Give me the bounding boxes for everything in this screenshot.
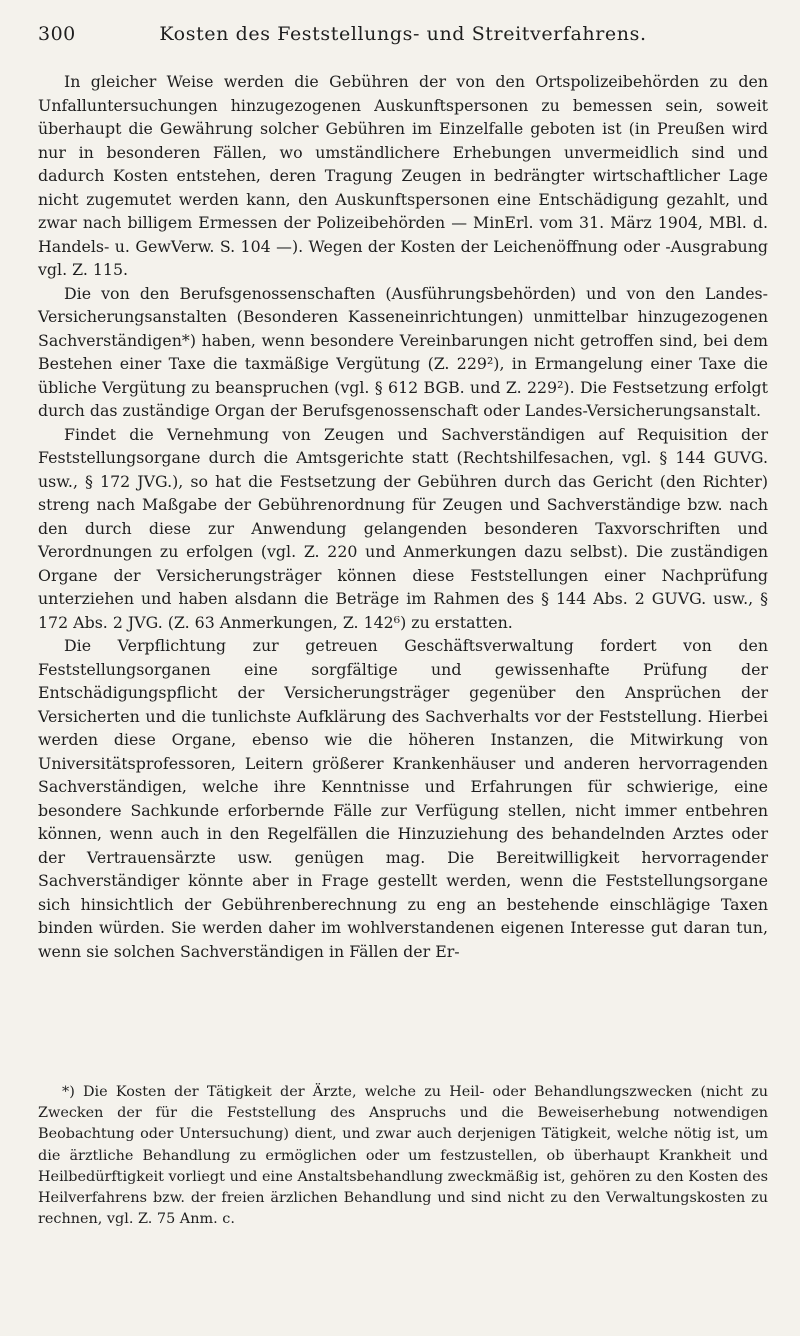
running-title: Kosten des Feststellungs- und Streitverfahrens.: [159, 23, 647, 45]
page-header: [38, 16, 768, 52]
main-text: [38, 70, 768, 963]
paragraph: Die Verpflichtung zur getreuen Geschäftsverwaltung fordert von den Feststellungsorganen eine sorgfältige und gewissenhafte Prüfung der Entschädigungspflicht der Versicherungsträger gegenüber den Ansprüchen der Versicherten und die tunlichste Aufklärung des Sachverhalts vor der Feststellung. Hierbei werden diese Organe, ebenso wie die höheren Instanzen, die Mitwirkung von Universitätsprofessoren, Leitern größerer Krankenhäuser und anderen hervorragenden Sachverständigen, welche ihre Kenntnisse und Erfahrungen für schwierige, eine besondere Sachkunde erforbernde Fälle zur Verfügung stellen, nicht immer entbehren können, wenn auch in den Regelfällen die Hinzuziehung des behandelnden Arztes oder der Vertrauensärzte usw. genügen mag. Die Bereitwilligkeit hervorragender Sachverständiger könnte aber in Frage gestellt werden, wenn die Feststellungsorgane sich hinsichtlich der Gebührenberechnung zu eng an bestehende einschlägige Taxen binden würden. Sie werden daher im wohlverstandenen eigenen Interesse gut daran tun, wenn sie solchen Sachverständigen in Fällen der Er-: [38, 636, 768, 961]
paragraph: Die von den Berufsgenossenschaften (Ausführungsbehörden) und von den Landes-Versicherungsanstalten (Besonderen Kasseneinrichtungen) unmittelbar hinzugezogenen Sachverständigen*) haben, wenn besondere Vereinbarungen nicht getroffen sind, bei dem Bestehen einer Taxe die taxmäßige Vergütung (Z. 229²), in Ermangelung einer Taxe die übliche Vergütung zu beanspruchen (vgl. § 612 BGB. und Z. 229²). Die Festsetzung erfolgt durch das zuständige Organ der Berufsgenossenschaft oder Landes-Versicherungsanstalt.: [38, 283, 768, 420]
footnote-text: *) Die Kosten der Tätigkeit der Ärzte, welche zu Heil- oder Behandlungszwecken (nicht zu Zwecken der für die Feststellung des Anspruchs und die Beweiserhebung notwendigen Beobachtung oder Untersuchung) dient, und zwar auch derjenigen Tätigkeit, welche nötig ist, um die ärztliche Behandlung zu ermöglichen oder um festzustellen, ob überhaupt Krankheit und Heilbedürftigkeit vorliegt und eine Anstaltsbehandlung zweckmäßig ist, gehören zu den Kosten des Heilverfahrens bzw. der freien ärzlichen Behandlung und sind nicht zu den Verwaltungskosten zu rechnen, vgl. Z. 75 Anm. c.: [38, 1084, 768, 1228]
footnote: [38, 1082, 768, 1230]
paragraph: In gleicher Weise werden die Gebühren der von den Ortspolizeibehörden zu den Unfalluntersuchungen hinzugezogenen Auskunftspersonen zu bemessen sein, soweit überhaupt die Gewährung solcher Gebühren im Einzelfalle geboten ist (in Preußen wird nur in besonderen Fällen, wo umständlichere Erhebungen unvermeidlich sind und dadurch Kosten entstehen, deren Tragung Zeugen in bedrängter wirtschaftlicher Lage nicht zugemutet werden kann, den Auskunftspersonen eine Entschädigung gezahlt, und zwar nach billigem Ermessen der Polizeibehörden — MinErl. vom 31. März 1904, MBl. d. Handels- u. GewVerw. S. 104 —). Wegen der Kosten der Leichenöffnung oder -Ausgrabung vgl. Z. 115.: [38, 72, 768, 279]
paragraph: Findet die Vernehmung von Zeugen und Sachverständigen auf Requisition der Feststellungsorgane durch die Amtsgerichte statt (Rechtshilfesachen, vgl. § 144 GUVG. usw., § 172 JVG.), so hat die Festsetzung der Gebühren durch das Gericht (den Richter) streng nach Maßgabe der Gebührenordnung für Zeugen und Sachverständige bzw. nach den durch diese zur Anwendung gelangenden besonderen Taxvorschriften und Verordnungen zu erfolgen (vgl. Z. 220 und Anmerkungen dazu selbst). Die zuständigen Organe der Versicherungsträger können diese Feststellungen einer Nachprüfung unterziehen und haben alsdann die Beträge im Rahmen des § 144 Abs. 2 GUVG. usw., § 172 Abs. 2 JVG. (Z. 63 Anmerkungen, Z. 142⁶) zu erstatten.: [38, 424, 768, 632]
page-number: 300: [38, 23, 76, 45]
